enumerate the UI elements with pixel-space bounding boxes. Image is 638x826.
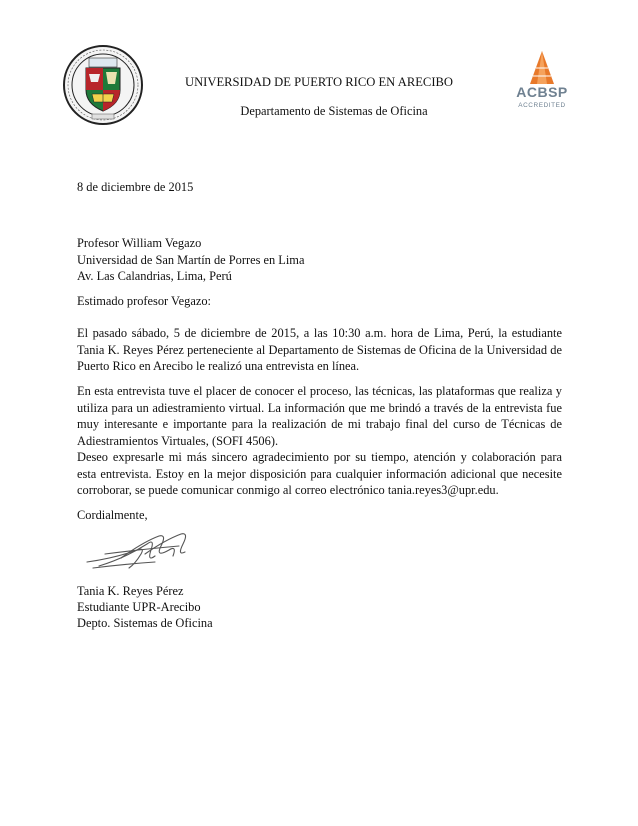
recipient-name: Profesor William Vegazo [77,236,202,250]
body-paragraph: En esta entrevista tuve el placer de conocer el proceso, las técnicas, las plataformas que realiza y utiliza para un adiestramiento virtual. La información que me brindó a través de la entrevista fue muy interesante e importante para la realización de mi trabajo final del curso de Técnicas de Adiestramientos Virtuales, (SOFI 4506). [77,384,562,448]
signer-name: Tania K. Reyes Pérez [77,584,184,598]
recipient-institution: Universidad de San Martín de Porres en Lima [77,252,305,267]
university-name: UNIVERSIDAD DE PUERTO RICO EN ARECIBO [184,75,454,89]
signer-department: Depto. Sistemas de Oficina [77,616,213,630]
acbsp-logo-subtitle: ACCREDITED [518,102,566,109]
salutation: Estimado profesor Vegazo: [77,294,211,308]
signer-title: Estudiante UPR-Arecibo [77,600,201,614]
signer-block [77,583,377,631]
handwritten-signature-icon [85,528,195,576]
department-name: Departamento de Sistemas de Oficina [240,104,428,118]
letter-date: 8 de diciembre de 2015 [77,180,194,194]
university-seal-icon [62,44,144,126]
recipient-address: Av. Las Calandrias, Lima, Perú [77,269,232,283]
recipient-address-block [77,235,477,285]
acbsp-logo-name: ACBSP [516,84,568,100]
closing: Cordialmente, [77,508,148,522]
body-paragraph: El pasado sábado, 5 de diciembre de 2015, a las 10:30 a.m. hora de Lima, Perú, la estudiante Tania K. Reyes Pérez perteneciente al Departamento de Sistemas de Oficina de la Universidad de Puerto Rico en Arecibo le realizó una entrevista en línea. [77,326,562,373]
body-paragraph: Deseo expresarle mi más sincero agradecimiento por su tiempo, atención y colaboración para esta entrevista. Estoy en la mejor disposición para cualquier información adicional que necesite corroborar, se puede comunicar conmigo al correo electrónico tania.reyes3@upr.edu. [77,450,562,497]
